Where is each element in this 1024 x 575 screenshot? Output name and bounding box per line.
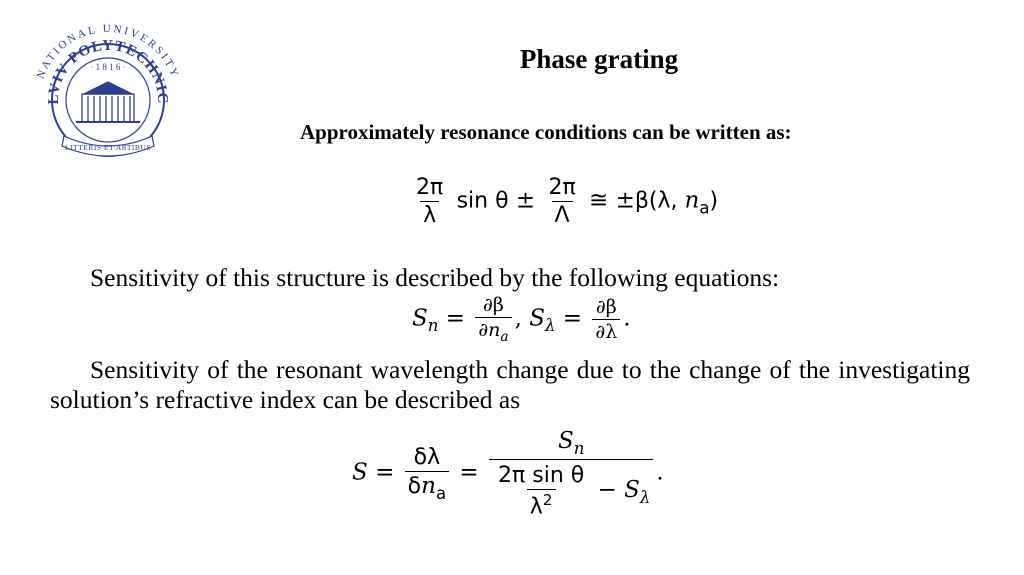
logo-motto: LITTERIS ET ARTIBUS	[65, 143, 151, 152]
slide-subtitle: Approximately resonance conditions can be written as:	[300, 120, 792, 144]
logo-ring-text: NATIONAL UNIVERSITY	[34, 22, 182, 81]
building-icon	[76, 82, 140, 122]
paragraph-sensitivity: Sensitivity of this structure is described by the following equations:	[90, 263, 780, 292]
university-logo	[18, 12, 198, 172]
paragraph-wavelength-sensitivity: Sensitivity of the resonant wavelength change due to the change of the investigating solution’s refractive index can be described as	[50, 355, 970, 414]
resonance-equation: $\frac{2\pi}{\lambda}$ sin θ ± $\frac{2\pi}{\Lambda}$ ≅ ±β(λ, $n_a$)	[416, 175, 719, 228]
wavelength-sensitivity-equation: S = $\frac{\delta\lambda}{\delta n_a}$ = $S_n$ $\frac{\text{2π sin θ}}{\lambda^2}$ − $S_\lambda$ .	[352, 428, 664, 520]
logo-year: · 1 8 1 6 ·	[90, 62, 126, 72]
slide-title: Phase grating	[519, 44, 679, 74]
sensitivity-equations: $S_n$ = $\frac{\partial\beta}{\partial n_a}$ , $S_\lambda$ = $\frac{\partial\beta}{\partial\lambda}$ .	[412, 294, 631, 345]
logo-name-text: LVIV POLYTECHNIC	[45, 37, 171, 105]
